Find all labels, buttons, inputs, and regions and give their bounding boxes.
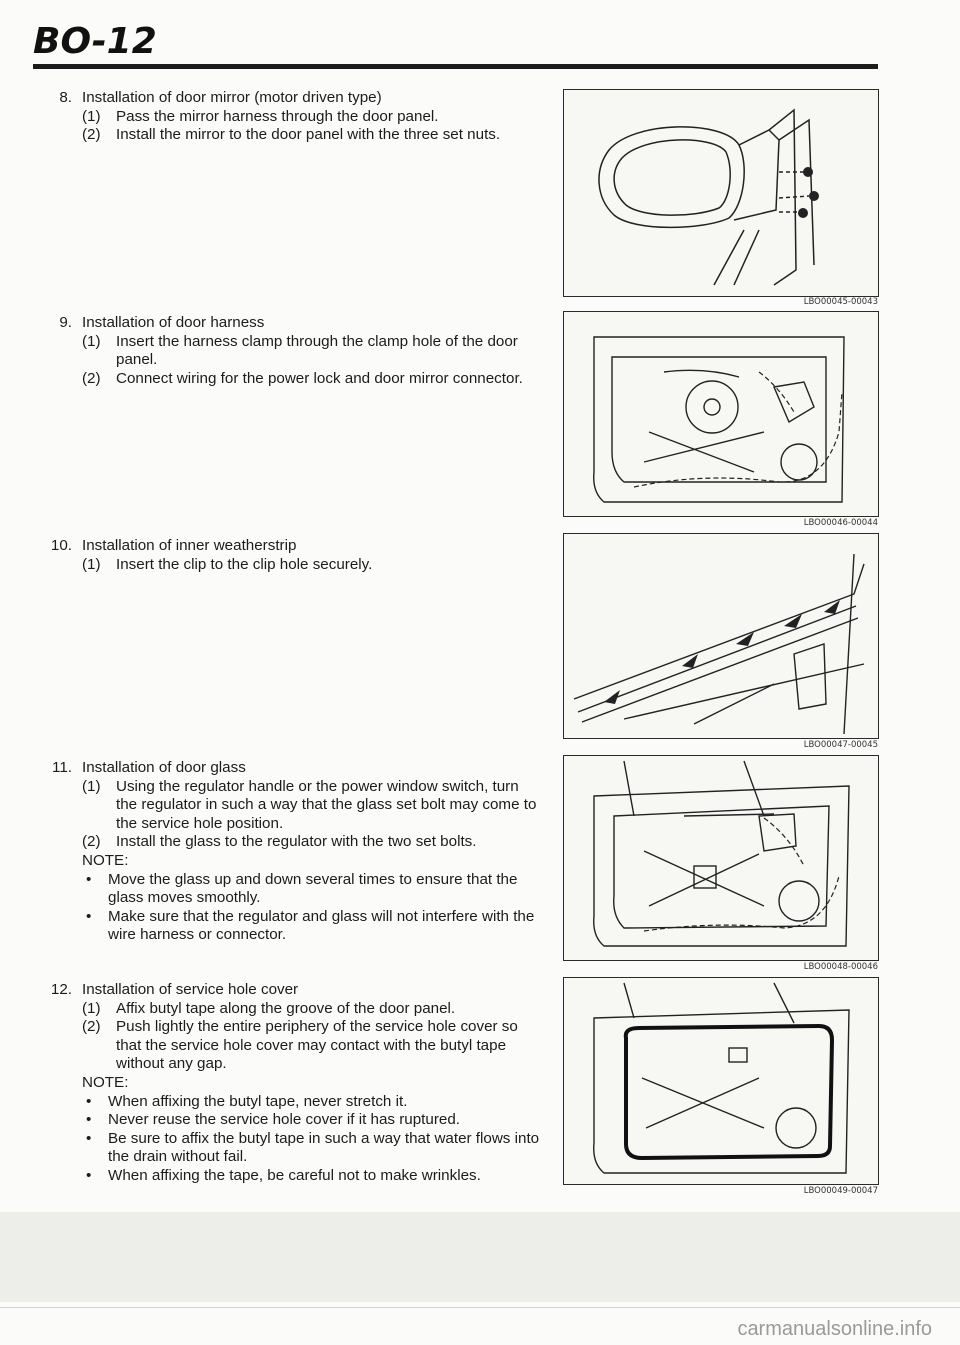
sub-text: Push lightly the entire periphery of the service hole cover so that the service hole cover may contact with the butyl tape without any gap.: [116, 1018, 518, 1073]
step-11: [42, 759, 542, 945]
sub-text: Insert the clip to the clip hole securely.: [116, 555, 373, 573]
sub-number: (1): [82, 555, 101, 573]
footer-rule: [0, 1307, 960, 1308]
step-9: [42, 314, 542, 388]
note-bullet: Never reuse the service hole cover if it has ruptured.: [108, 1111, 461, 1129]
note-bullet: Make sure that the regulator and glass will not interfere with the wire harness or connector.: [108, 907, 535, 944]
figure-door-glass: [563, 755, 879, 961]
sub-text: Using the regulator handle or the power window switch, turn the regulator in such a way that the glass set bolt may come to the service hole position.: [116, 777, 537, 832]
weatherstrip-illustration: [564, 534, 878, 738]
sub-number: (1): [82, 332, 101, 350]
note-bullet: Move the glass up and down several times to ensure that the glass moves smoothly.: [108, 870, 518, 907]
note-label: NOTE:: [82, 851, 129, 869]
service-hole-cover-illustration: [564, 978, 878, 1184]
figure-door-mirror: [563, 89, 879, 297]
sub-number: (2): [82, 126, 101, 144]
step-title: Installation of door mirror (motor driven type): [82, 89, 382, 106]
sub-text: Install the glass to the regulator with the two set bolts.: [116, 833, 477, 851]
step-number: 11.: [52, 759, 72, 776]
bullet-icon: •: [86, 1111, 92, 1129]
step-number: 12.: [50, 981, 72, 998]
step-title: Installation of service hole cover: [82, 981, 299, 998]
sub-number: (2): [82, 1018, 101, 1036]
bullet-icon: •: [86, 1129, 92, 1147]
sub-number: (2): [82, 833, 101, 851]
note-bullet: When affixing the butyl tape, never stretch it.: [108, 1092, 408, 1110]
figure-code: LBO00049-00047: [803, 1186, 878, 1196]
figure-service-hole-cover: [563, 977, 879, 1185]
header-rule: [33, 64, 878, 69]
sub-number: (1): [82, 107, 101, 125]
note-bullet: Be sure to affix the butyl tape in such a way that water flows into the drain without fail.: [108, 1129, 540, 1166]
figure-code: LBO00048-00046: [803, 962, 878, 972]
sub-number: (1): [82, 999, 101, 1017]
sub-text: Install the mirror to the door panel with the three set nuts.: [116, 126, 501, 144]
figure-code: LBO00047-00045: [803, 740, 878, 750]
figure-code: LBO00046-00044: [803, 518, 878, 528]
step-title: Installation of inner weatherstrip: [82, 537, 297, 554]
door-glass-illustration: [564, 756, 878, 960]
step-number: 10.: [50, 537, 72, 554]
watermark: carmanualsonline.info: [737, 1318, 932, 1340]
sub-text: Connect wiring for the power lock and door mirror connector.: [116, 369, 523, 387]
note-label: NOTE:: [82, 1073, 129, 1091]
step-12: [42, 981, 542, 1186]
step-number: 8.: [59, 89, 72, 106]
step-title: Installation of door harness: [82, 314, 265, 331]
sub-text: Affix butyl tape along the groove of the door panel.: [116, 999, 456, 1017]
bullet-icon: •: [86, 870, 92, 888]
page-header: [33, 22, 878, 62]
bullet-icon: •: [86, 907, 92, 925]
step-number: 9.: [59, 314, 72, 331]
figure-inner-weatherstrip: [563, 533, 879, 739]
door-harness-illustration: [564, 312, 878, 516]
step-10: [42, 537, 542, 574]
note-bullet: When affixing the tape, be careful not to make wrinkles.: [108, 1166, 481, 1184]
step-title: Installation of door glass: [82, 759, 246, 776]
sub-number: (2): [82, 369, 101, 387]
sub-number: (1): [82, 777, 101, 795]
sub-text: Insert the harness clamp through the clamp hole of the door panel.: [116, 332, 518, 369]
sub-text: Pass the mirror harness through the door panel.: [116, 107, 439, 125]
page-code: BO-12: [33, 21, 157, 62]
bullet-icon: •: [86, 1092, 92, 1110]
door-mirror-illustration: [564, 90, 878, 296]
figure-door-harness: [563, 311, 879, 517]
bullet-icon: •: [86, 1166, 92, 1184]
step-8: [42, 89, 542, 145]
figure-code: LBO00045-00043: [803, 297, 878, 307]
footer-band: [0, 1212, 960, 1302]
